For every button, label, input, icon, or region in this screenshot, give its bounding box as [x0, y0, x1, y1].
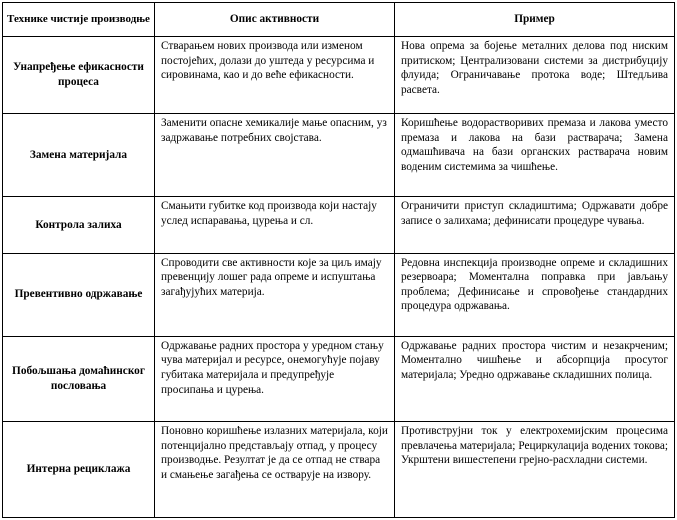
technique-cell: Замена материјала: [3, 114, 155, 197]
table-row: [3, 422, 675, 518]
description-cell: Заменити опасне хемикалије мање опасним, уз задржавање потребних својстава.: [155, 114, 395, 197]
description-cell: Поновно коришћење излазних материјала, који потенцијално представљају отпад, у процесу производње. Резултат је да се отпад не ствара и смањење загађења се остварује на извору.: [155, 422, 395, 518]
example-cell: Одржавање радних простора чистим и незакрченим; Моментално чишћење и абсорпција просутог материјала; Уредно одржавање складишних полица.: [395, 336, 675, 421]
description-cell: Спроводити све активности које за циљ имају превенцију лошег рада опреме и испуштања загађујућих материја.: [155, 253, 395, 336]
technique-cell: Побољшања домаћинског пословања: [3, 336, 155, 421]
example-cell: Противструјни ток у електрохемијским процесима превлачења материјала; Рециркулација водених токова; Укрштени вишестепени грејно-расхладни системи.: [395, 422, 675, 518]
header-example: Пример: [395, 3, 675, 37]
technique-cell: Унапређење ефикасности процеса: [3, 37, 155, 114]
description-cell: Смањити губитке код производа који настају услед испаравања, цурења и сл.: [155, 197, 395, 253]
table-row: [3, 114, 675, 197]
example-cell: Нова опрема за бојење металних делова под ниским притиском; Централизовани системи за дистрибуцију флуида; Ограничавање протока воде; Штедљива расвета.: [395, 37, 675, 114]
description-cell: Стварањем нових производа или изменом постојећих, долази до уштеда у ресурсима и сировинама, као и до веће ефикасности.: [155, 37, 395, 114]
cleaner-production-table: [2, 2, 675, 518]
table-row: [3, 253, 675, 336]
table-row: [3, 336, 675, 421]
example-cell: Ограничити приступ складиштима; Одржавати добре записе о залихама; дефинисати процедуре чувања.: [395, 197, 675, 253]
technique-cell: Превентивно одржавање: [3, 253, 155, 336]
technique-cell: Контрола залиха: [3, 197, 155, 253]
table-row: [3, 37, 675, 114]
header-technique: Технике чистије производње: [3, 3, 155, 37]
technique-cell: Интерна рециклажа: [3, 422, 155, 518]
header-description: Опис активности: [155, 3, 395, 37]
header-row: [3, 3, 675, 37]
table-row: [3, 197, 675, 253]
example-cell: Редовна инспекција производне опреме и складишних резервоара; Моментална поправка при јављању проблема; Дефинисање и спровођење стандардних процедура одржавања.: [395, 253, 675, 336]
description-cell: Одржавање радних простора у уредном стању чува материјал и ресурсе, онемогућује појаву губитака материјала и предупређује просипања и цурења.: [155, 336, 395, 421]
example-cell: Коришћење водорастворивих премаза и лакова уместо премаза и лакова на бази растварача; Замена одмашћивача на бази органских растварача новим воденим системима за чишћење.: [395, 114, 675, 197]
